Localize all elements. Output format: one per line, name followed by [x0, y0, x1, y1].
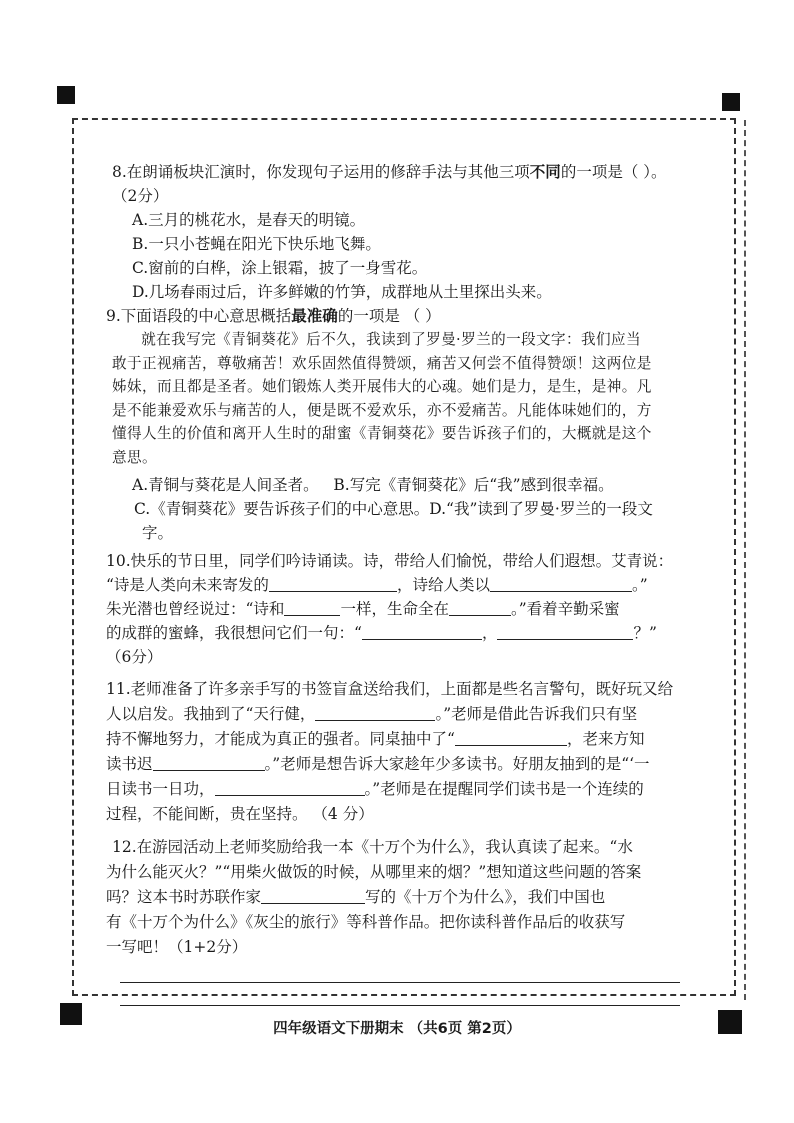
q11-blank-4[interactable] [215, 779, 365, 796]
q10-blank-4[interactable] [449, 599, 511, 616]
registration-mark-top-right [722, 93, 740, 111]
q9-stem-bold: 最准确 [291, 306, 338, 325]
q11-text-3b: ，老来方知 [566, 730, 645, 748]
q11-line-1: 11.老师准备了许多亲手写的书签盲盒送给我们，上面都是些名言警句，既好玩又给 [106, 680, 674, 698]
q11-text-2a: 人以启发。我抽到了“天行健， [106, 705, 316, 723]
q8-stem-part1: 8.在朗诵板块汇演时，你发现句子运用的修辞手法与其他三项 [112, 163, 530, 181]
question-11 [106, 677, 692, 827]
q10-text-3a: 朱光潜也曾经说过：“诗和 [106, 600, 285, 618]
q9-option-c: C.《青铜葵花》要告诉孩子们的中心意思。 [134, 500, 430, 518]
q8-option-d: D.几场春雨过后，许多鲜嫩的竹笋，成群地从土里探出头来。 [132, 283, 552, 301]
passage-line: 是不能兼爱欢乐与痛苦的人，便是既不爱欢乐，亦不爱痛苦。凡能体味她们的，方 [112, 401, 652, 419]
q10-text-4a: 的成群的蜜蜂，我很想问它们一句：“ [106, 624, 362, 642]
q9-option-d-cont: 字。 [142, 524, 174, 542]
answer-line-2[interactable] [120, 987, 680, 1006]
q10-blank-3[interactable] [284, 599, 340, 616]
q8-option-a: A.三月的桃花水，是春天的明镜。 [132, 211, 366, 229]
q10-score: （6分） [106, 648, 163, 666]
q12-blank-author[interactable] [261, 887, 365, 904]
question-8 [112, 160, 692, 304]
q9-option-a: A.青铜与葵花是人间圣者。 [132, 476, 319, 494]
q12-line-1: 12.在游园活动上老师奖励给我一本《十万个为什么》，我认真读了起来。“水 [112, 838, 633, 856]
q8-stem-bold: 不同 [529, 162, 561, 181]
registration-mark-top-left [57, 86, 75, 104]
q10-blank-5[interactable] [362, 623, 482, 640]
q11-text-5b: 。”老师是在提醒同学们读书是一个连续的 [364, 780, 644, 798]
q12-text-3b: 写的《十万个为什么》，我们中国也 [365, 888, 606, 906]
q9-passage [112, 328, 692, 469]
q11-line-6: 过程，不能间断，贵在坚持。 （4 分） [106, 805, 374, 823]
passage-line: 敢于正视痛苦，尊敬痛苦！欢乐固然值得赞颂，痛苦又何尝不值得赞颂！这两位是 [112, 354, 652, 372]
q11-text-2b: 。”老师是借此告诉我们只有坚 [435, 705, 638, 723]
question-9 [106, 304, 692, 545]
q8-score: （2分） [112, 187, 169, 205]
binding-line [744, 120, 746, 1000]
page-footer: 四年级语文下册期末 （共6页 第2页） [273, 1021, 521, 1037]
passage-line: 就在我写完《青铜葵花》后不久，我读到了罗曼·罗兰的一段文字：我们应当 [141, 331, 642, 348]
q11-blank-2[interactable] [455, 729, 567, 746]
q10-text-2b: ，诗给人类以 [396, 576, 490, 594]
question-12 [106, 835, 692, 1006]
q8-stem-part2: 的一项是（ ）。 [560, 163, 667, 181]
passage-line: 姊妹，而且都是圣者。她们锻炼人类开展伟大的心魂。她们是力，是生，是神。凡 [112, 378, 652, 395]
q10-text-3c: 。”看着辛勤采蜜 [510, 600, 620, 618]
q9-option-b: B.写完《青铜葵花》后“我”感到很幸福。 [333, 476, 614, 494]
q11-text-4a: 读书迟 [106, 755, 153, 773]
q10-text-2c: 。” [631, 576, 648, 594]
q10-blank-2[interactable] [490, 575, 632, 592]
q9-stem-part1: 9.下面语段的中心意思概括 [106, 307, 292, 325]
q10-blank-6[interactable] [497, 623, 633, 640]
q10-text-3b: 一样，生命全在 [340, 600, 449, 618]
q11-text-3a: 持不懈地努力，才能成为真正的强者。同桌抽中了“ [106, 730, 455, 748]
q10-blank-1[interactable] [269, 575, 397, 592]
exam-content [106, 160, 692, 1006]
q10-text-2a: “诗是人类向未来寄发的 [106, 576, 269, 594]
q11-text-4b: 。”老师是想告诉大家趁年少多读书。好朋友抽到的是“‘一 [264, 755, 650, 773]
q8-option-b: B.一只小苍蝇在阳光下快乐地飞舞。 [132, 235, 381, 253]
passage-line: 懂得人生的价值和离开人生时的甜蜜《青铜葵花》要告诉孩子们的，大概就是这个 [112, 425, 652, 442]
question-10 [106, 549, 692, 669]
q10-text-4b: ， [481, 624, 498, 642]
q11-blank-1[interactable] [315, 704, 435, 721]
q10-text-4c: ？” [633, 624, 657, 642]
q9-option-d: D.“我”读到了罗曼·罗兰的一段文 [429, 500, 653, 518]
q11-blank-3[interactable] [153, 754, 265, 771]
q12-text-3a: 吗？这本书时苏联作家 [106, 888, 262, 906]
q8-option-c: C.窗前的白桦，涂上银霜，披了一身雪花。 [132, 259, 428, 277]
q9-stem-part2: 的一项是 （ ） [337, 307, 441, 325]
passage-line: 意思。 [112, 448, 157, 466]
q10-line-1: 10.快乐的节日里，同学们吟诗诵读。诗，带给人们愉悦，带给人们遐想。艾青说： [106, 552, 674, 570]
q11-text-5a: 日读书一日功， [106, 780, 215, 798]
q12-line-5: 一写吧！（1+2分） [106, 938, 248, 956]
answer-line-1[interactable] [120, 964, 680, 983]
q12-line-4: 有《十万个为什么》《灰尘的旅行》等科普作品。把你读科普作品后的收获写 [106, 913, 626, 931]
q12-line-2: 为什么能灭火？”“用柴火做饭的时候，从哪里来的烟？”想知道这些问题的答案 [106, 863, 642, 881]
